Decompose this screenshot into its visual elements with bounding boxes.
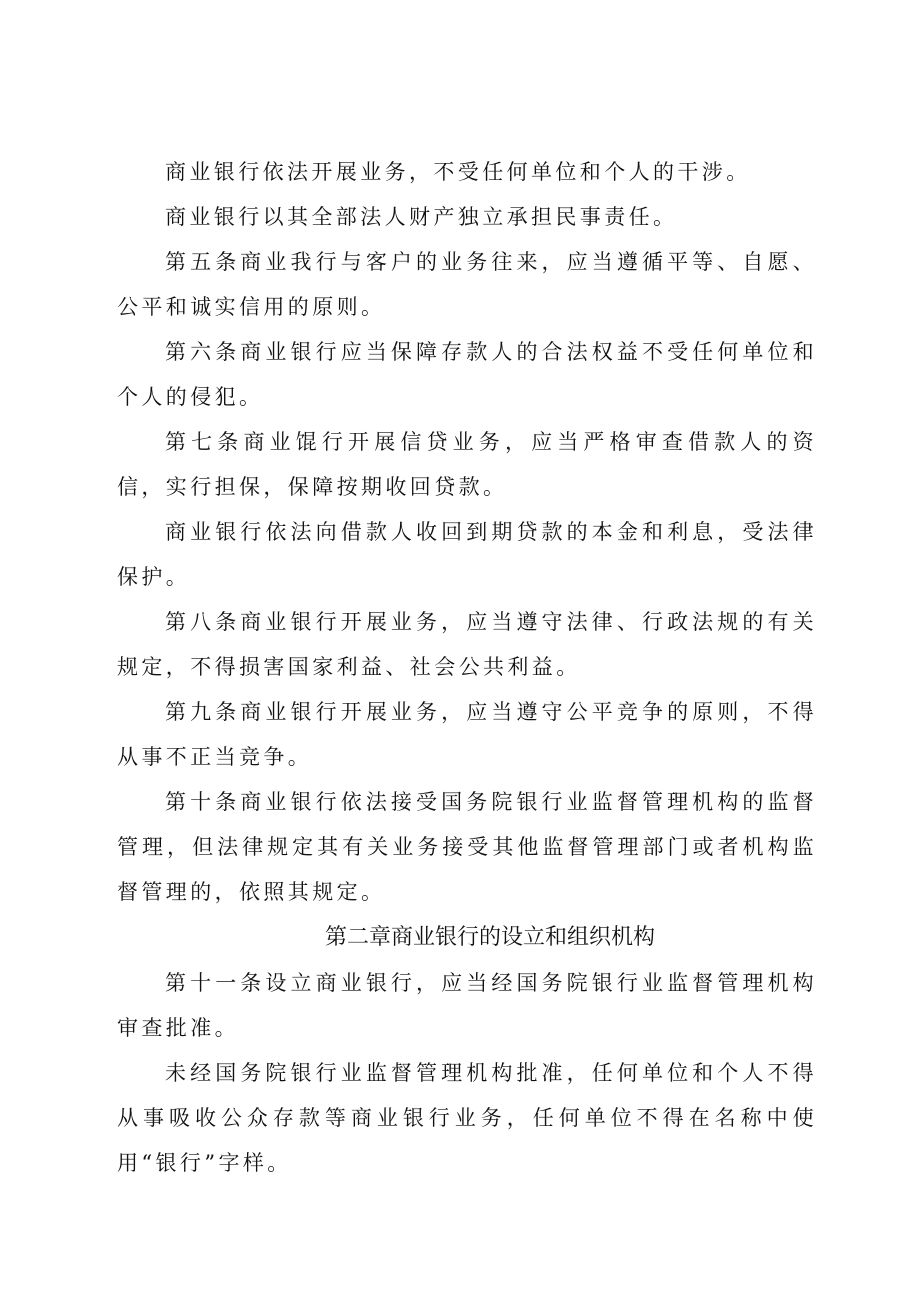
paragraph-civil-liability: 商业银行以其全部法人财产独立承担民事责任。 [165, 205, 678, 229]
document-page [117, 150, 817, 1186]
paragraph-unauthorized-banking: 未经国务院银行业监督管理机构批准，任何单位和个人不得从事吸收公众存款等商业银行业务，任何单位不得在名称中使用“银行”字样。 [117, 1061, 817, 1175]
chapter-heading: 第二章商业银行的设立和组织机构 [324, 925, 655, 950]
paragraph-article-8: 第八条商业银行开展业务，应当遵守法律、行政法规的有关规定，不得损害国家利益、社会公共利益。 [117, 610, 817, 679]
paragraph-article-10: 第十条商业银行依法接受国务院银行业监督管理机构的监督管理，但法律规定其有关业务接受其他监督管理部门或者机构监督管理的，依照其规定。 [117, 790, 817, 904]
paragraph-article-5: 第五条商业我行与客户的业务往来，应当遵循平等、自愿、公平和诚实信用的原则。 [117, 250, 817, 319]
paragraph-article-11: 第十一条设立商业银行，应当经国务院银行业监督管理机构审查批准。 [117, 971, 817, 1040]
paragraph-business-independence: 商业银行依法开展业务，不受任何单位和个人的干涉。 [165, 160, 751, 184]
paragraph-loan-recovery: 商业银行依法向借款人收回到期贷款的本金和利息，受法律保护。 [117, 520, 817, 589]
paragraph-article-7: 第七条商业馄行开展信贷业务，应当严格审查借款人的资信，实行担保，保障按期收回贷款。 [117, 430, 817, 499]
paragraph-article-6: 第六条商业银行应当保障存款人的合法权益不受任何单位和个人的侵犯。 [117, 340, 817, 409]
paragraph-article-9: 第九条商业银行开展业务，应当遵守公平竞争的原则，不得从事不正当竞争。 [117, 700, 817, 769]
